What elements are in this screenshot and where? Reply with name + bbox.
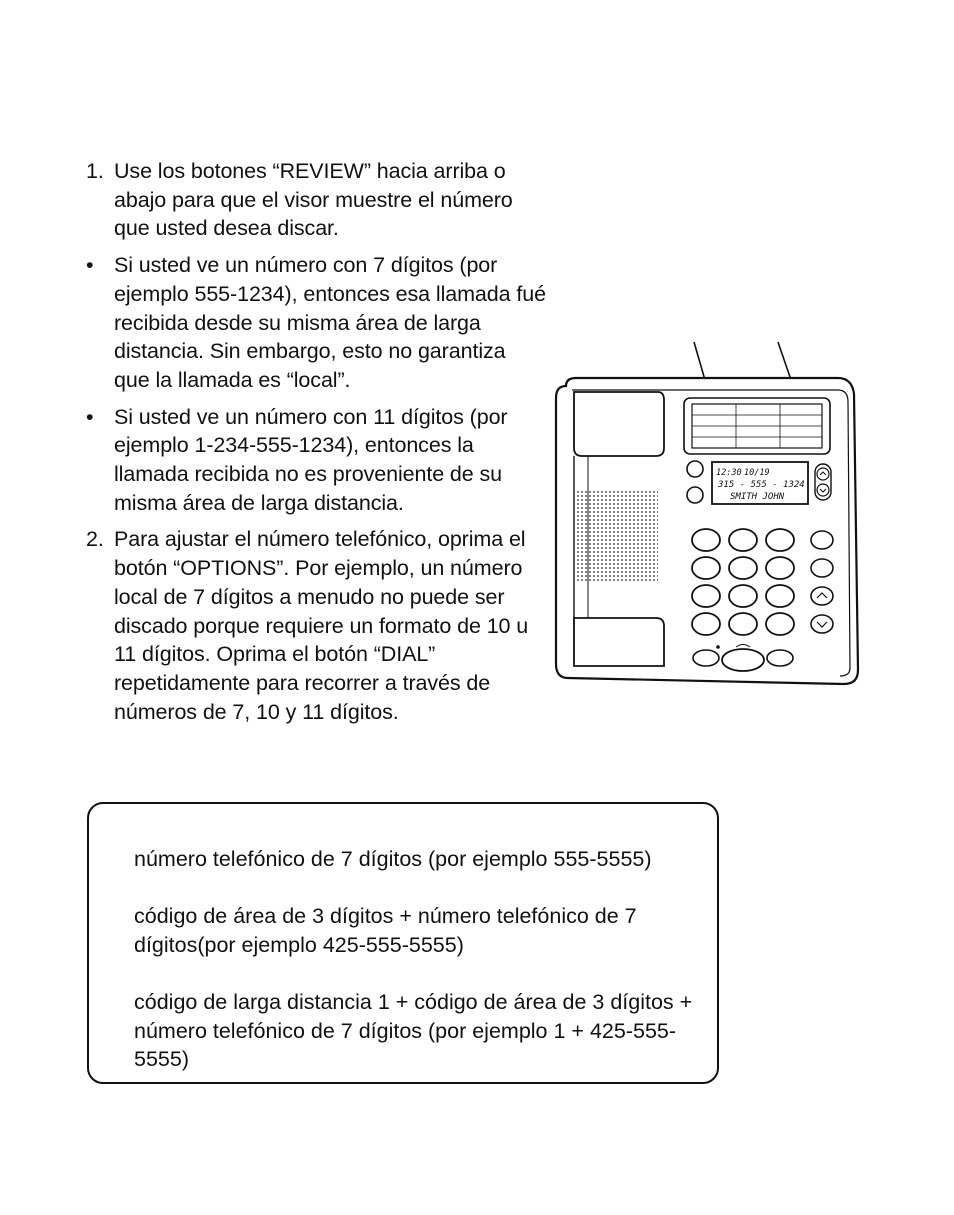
format-11-digit: código de larga distancia 1 + código de área de 3 dígitos + número telefónico de 7 dígitos (por ejemplo 1 + 425-555-5555) bbox=[134, 990, 693, 1072]
side-button bbox=[687, 487, 703, 503]
step-1 bbox=[86, 157, 546, 243]
step-2-number: 2. bbox=[86, 527, 104, 552]
number-formats-box bbox=[87, 802, 719, 1084]
step-2-text: Para ajustar el número telefónico, oprima el botón “OPTIONS”. Por ejemplo, un número local de 7 dígitos a menudo no puede ser discado porque requiere un formato de 10 u 11 dígitos. Oprima el botón “DIAL” repetidamente para recorrer a través de números de 7, 10 y 11 dígitos. bbox=[114, 527, 529, 724]
bullet-7-digit bbox=[86, 251, 546, 395]
side-button bbox=[687, 461, 703, 477]
handset-icon bbox=[574, 392, 664, 456]
review-up-button bbox=[817, 468, 829, 480]
bullet-7-digit-text: Si usted ve un número con 7 dígitos (por ejemplo 555-1234), entonces esa llamada fué recibida desde su misma área de larga distancia. Sin embargo, esto no garantiza que la llamada es “local”. bbox=[114, 253, 546, 392]
step-1-text: Use los botones “REVIEW” hacia arriba o abajo para que el visor muestre el número que usted desea discar. bbox=[114, 159, 513, 241]
bottom-left-button bbox=[693, 650, 719, 666]
bottom-right-button bbox=[767, 650, 793, 666]
bullet-marker: • bbox=[86, 404, 94, 429]
format-7-digit: número telefónico de 7 dígitos (por ejemplo 555-5555) bbox=[134, 847, 652, 871]
bullet-marker: • bbox=[86, 253, 94, 278]
review-down-button bbox=[817, 484, 829, 496]
display-name: SMITH JOHN bbox=[730, 492, 785, 502]
bullet-11-digit-text: Si usted ve un número con 11 dígitos (por ejemplo 1-234-555-1234), entonces la llamada recibida no es proveniente de su misma área de larga distancia. bbox=[114, 404, 508, 515]
step-2 bbox=[86, 525, 546, 726]
instruction-list bbox=[86, 157, 546, 734]
step-1-number: 1. bbox=[86, 159, 104, 183]
bottom-center-button bbox=[722, 649, 764, 671]
bullet-11-digit bbox=[86, 403, 546, 518]
phone-illustration bbox=[552, 338, 862, 690]
format-10-digit: código de área de 3 dígitos + número telefónico de 7 dígitos(por ejemplo 425-555-5555) bbox=[134, 904, 637, 957]
display-date: 10/19 bbox=[744, 468, 770, 478]
display-number: 315 - 555 - 1324 bbox=[718, 480, 805, 490]
display-time: 12:30 bbox=[716, 468, 742, 478]
speaker-grille bbox=[576, 490, 658, 582]
